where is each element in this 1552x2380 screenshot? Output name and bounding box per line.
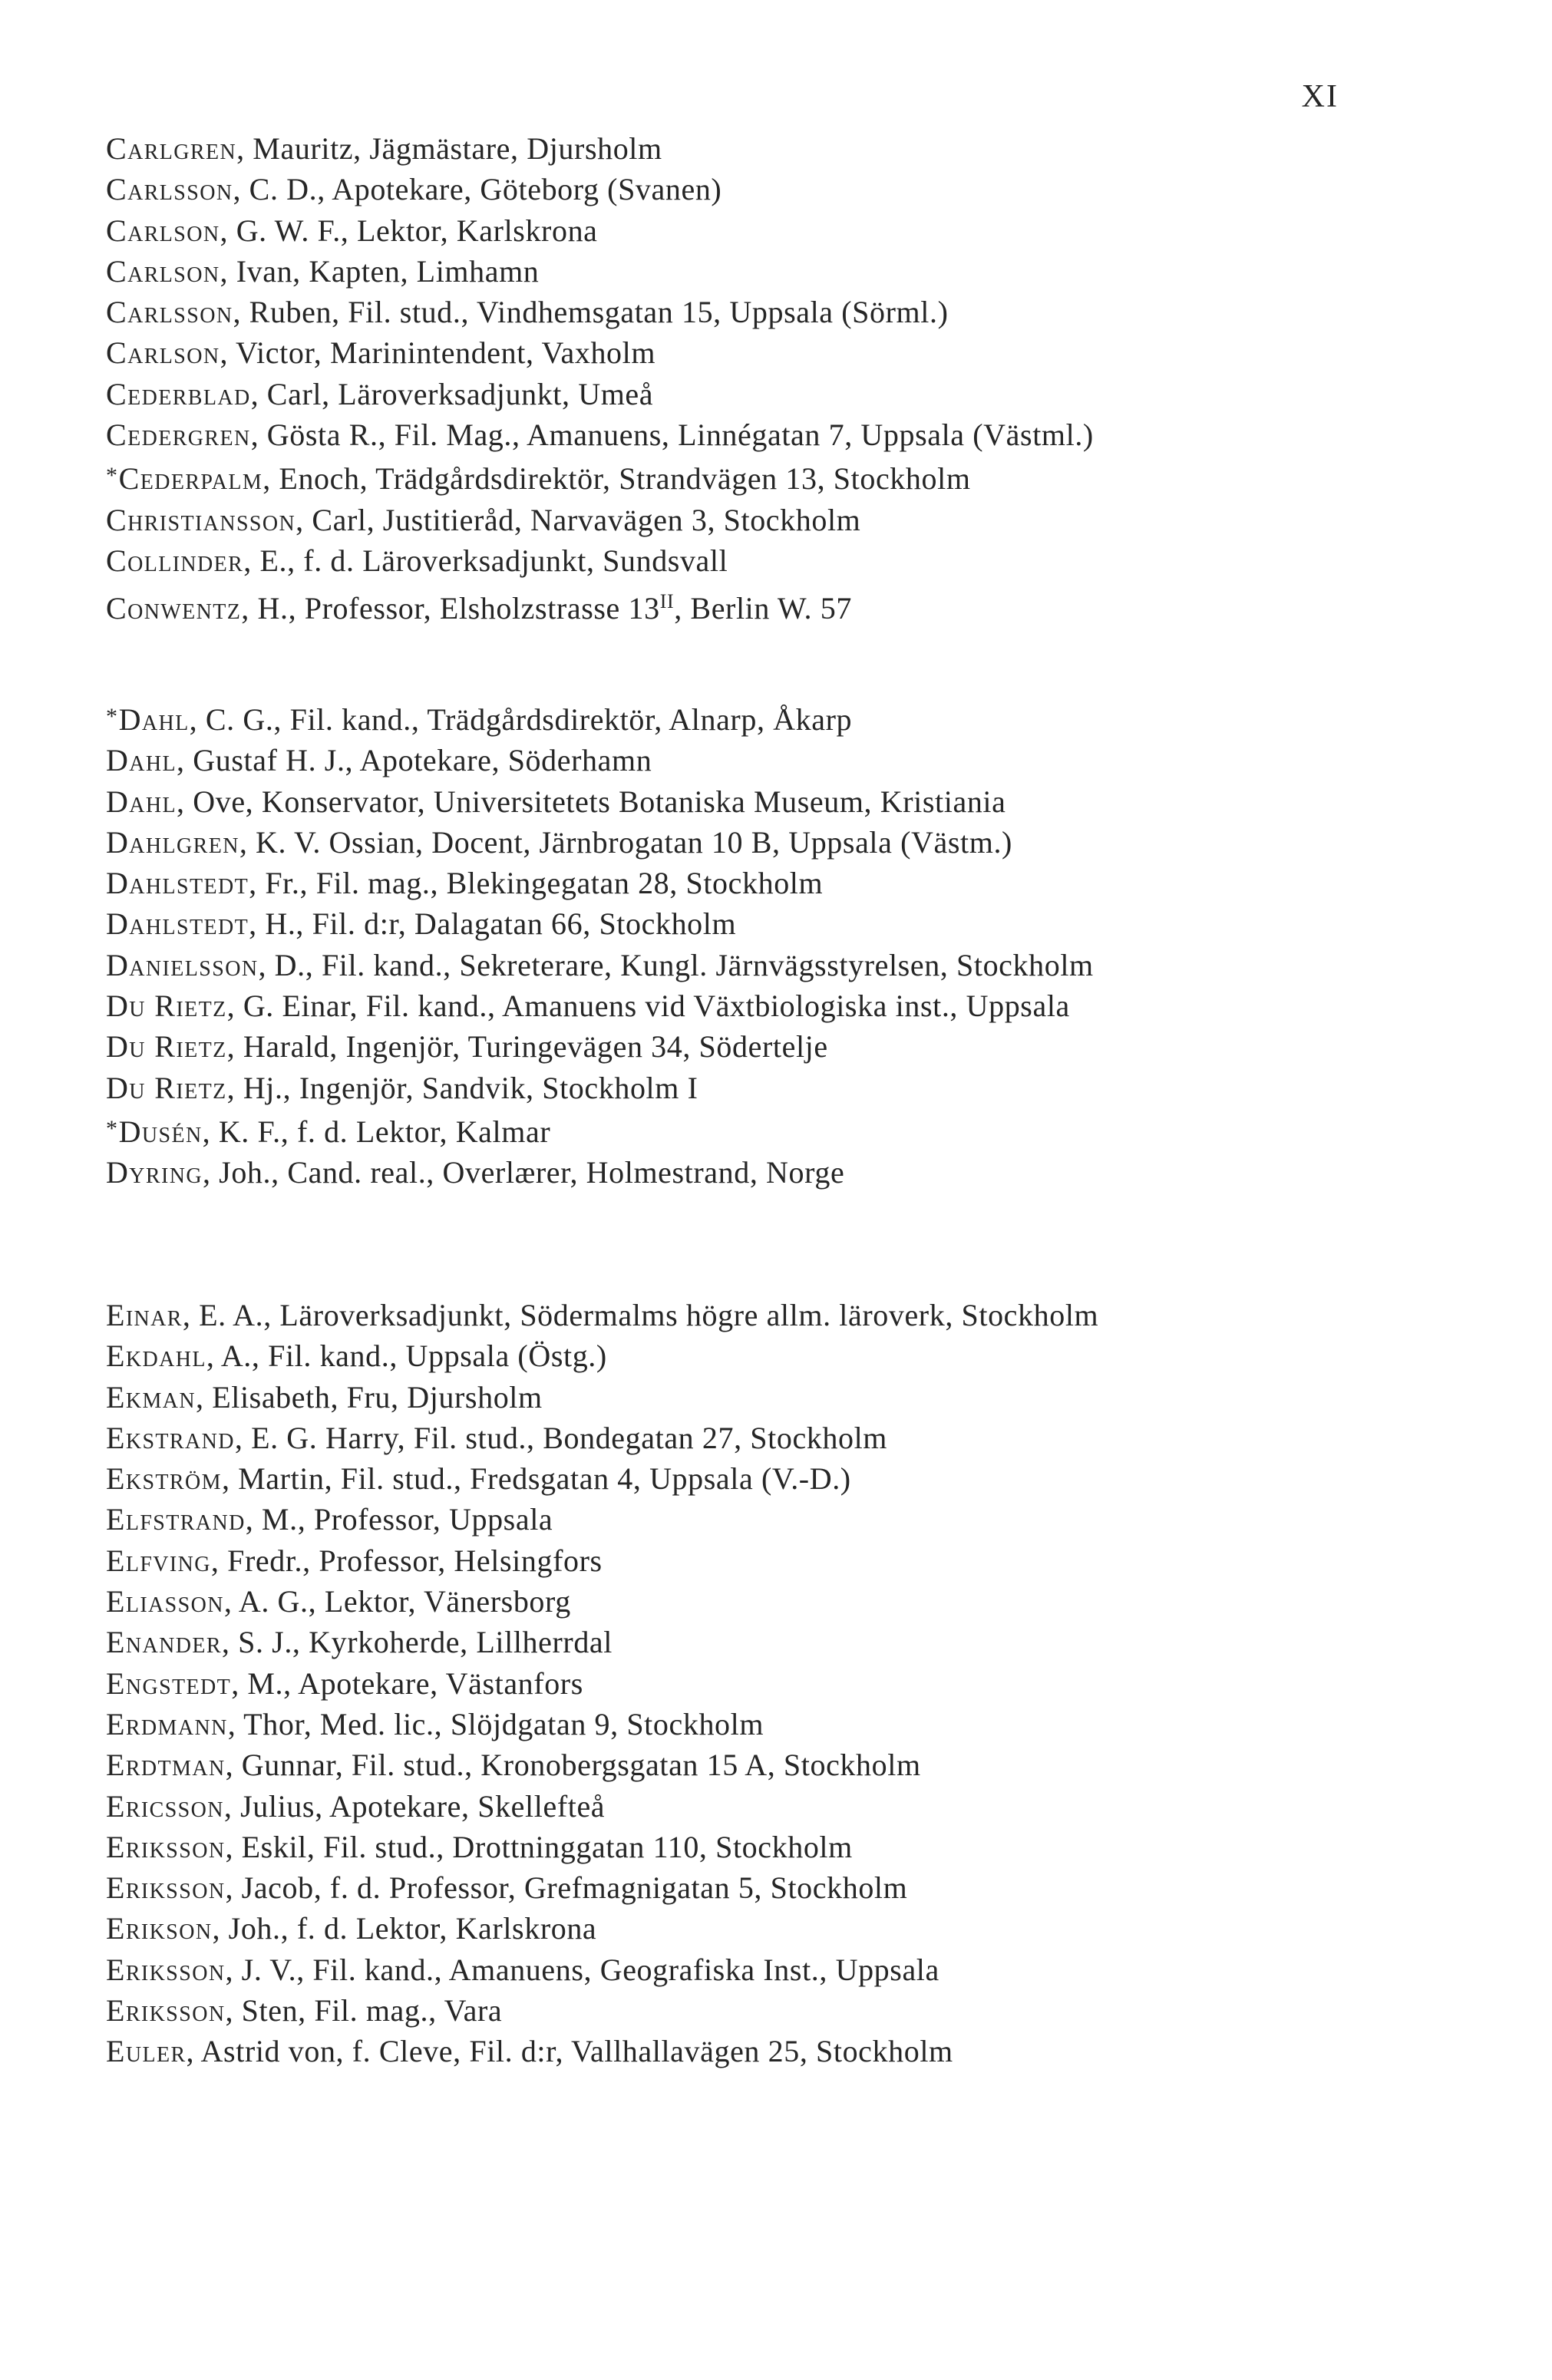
member-entry [106,945,1349,985]
member-entry [106,1026,1349,1067]
entry-details: , E., f. d. Läroverksadjunkt, Sundsvall [243,543,728,578]
member-entry [106,696,1349,740]
entry-details: , A. G., Lektor, Vänersborg [223,1584,571,1619]
entry-surname: Dahl [106,743,177,778]
entry-details: , Ruben, Fil. stud., Vindhemsgatan 15, Uppsala (Sörml.) [233,295,949,330]
entry-details: , Carl, Justitieråd, Narvavägen 3, Stockholm [296,502,861,537]
entry-surname: Cedergren [106,418,251,453]
member-entry [106,1867,1349,1908]
member-entry [106,414,1349,455]
entry-details: , Carl, Läroverksadjunkt, Umeå [250,376,654,411]
entry-details: , H., Professor, Elsholzstrasse 13 [241,591,660,626]
member-entry [106,1990,1349,2031]
entry-details-continued: , Berlin W. 57 [674,591,852,626]
member-entry [106,985,1349,1026]
section-c-entries [106,128,1349,629]
member-entry [106,500,1349,540]
entry-details: , Harald, Ingenjör, Turingevägen 34, Södertelje [226,1029,828,1065]
entry-surname: Eriksson [106,1870,226,1906]
entry-details: , Astrid von, f. Cleve, Fil. d:r, Vallhallavägen 25, Stockholm [186,2034,953,2069]
member-entry [106,1786,1349,1827]
entry-surname: Cederblad [106,376,251,411]
entry-surname: Carlgren [106,131,237,166]
entry-surname: Euler [106,2034,187,2069]
entry-surname: Dahlstedt [106,906,249,942]
member-entry [106,1663,1349,1704]
member-entry [106,2031,1349,2071]
member-entry [106,1622,1349,1662]
entry-surname: Conwentz [106,591,242,626]
entry-details: , Julius, Apotekare, Skellefteå [223,1788,606,1824]
entry-surname: Dahlgren [106,824,239,860]
entry-details: , Enoch, Trädgårdsdirektör, Strandvägen 13, Stockholm [263,461,971,497]
entry-surname: Du Rietz [106,1070,227,1105]
entry-details: , S. J., Kyrkoherde, Lillherrdal [221,1625,613,1660]
member-entry [106,1704,1349,1745]
entry-surname: Carlson [106,253,220,289]
entry-surname: Cederpalm [118,461,263,497]
section-e-entries [106,1295,1349,2072]
entry-surname: Christiansson [106,502,296,537]
member-entry [106,903,1349,944]
entry-surname: Du Rietz [106,1029,227,1065]
entry-details: , C. D., Apotekare, Göteborg (Svanen) [233,172,722,207]
entry-surname: Erdtman [106,1748,226,1783]
entry-surname: Ekdahl [106,1339,206,1374]
member-entry [106,1499,1349,1540]
entry-superscript: II [659,590,675,613]
entry-details: , Ove, Konservator, Universitetets Botaniska Museum, Kristiania [177,784,1006,819]
member-entry [106,455,1349,499]
entry-surname: Eriksson [106,1993,226,2028]
entry-details: , Jacob, f. d. Professor, Grefmagnigatan 5, Stockholm [225,1870,908,1906]
member-entry [106,1418,1349,1458]
member-entry [106,781,1349,822]
entry-surname: Du Rietz [106,989,227,1024]
member-entry [106,332,1349,373]
entry-marker: * [106,1115,118,1141]
entry-details: , Hj., Ingenjör, Sandvik, Stockholm I [226,1070,698,1105]
entry-surname: Collinder [106,543,244,578]
member-entry [106,1908,1349,1949]
member-entry [106,251,1349,292]
member-entry [106,1295,1349,1335]
entry-surname: Carlsson [106,172,233,207]
member-entry [106,1152,1349,1193]
page-number: XI [1301,79,1339,114]
entry-surname: Engstedt [106,1665,232,1701]
entry-details: , Fr., Fil. mag., Blekingegatan 28, Stockholm [249,866,824,901]
entry-details: , Thor, Med. lic., Slöjdgatan 9, Stockholm [227,1706,764,1741]
entry-details: , G. W. F., Lektor, Karlskrona [220,213,598,248]
member-entry [106,1745,1349,1785]
entry-surname: Dyring [106,1155,203,1190]
member-entry [106,863,1349,903]
entry-details: , Joh., f. d. Lektor, Karlskrona [212,1911,597,1946]
entry-surname: Elfstrand [106,1502,246,1537]
entry-details: , Mauritz, Jägmästare, Djursholm [236,131,662,166]
entry-surname: Erdmann [106,1706,228,1741]
entry-surname: Dusén [118,1114,203,1149]
member-entry [106,1540,1349,1581]
entry-details: , Joh., Cand. real., Overlærer, Holmestrand, Norge [202,1155,845,1190]
entry-details: , Elisabeth, Fru, Djursholm [196,1379,543,1414]
entry-surname: Ekman [106,1379,196,1414]
entry-details: , K. V. Ossian, Docent, Järnbrogatan 10 B, Uppsala (Västm.) [239,824,1012,860]
entry-surname: Ericsson [106,1788,224,1824]
entry-details: , Martin, Fil. stud., Fredsgatan 4, Uppsala (V.-D.) [221,1461,851,1497]
entry-details: , Eskil, Fil. stud., Drottninggatan 110, Stockholm [225,1829,853,1864]
member-entry [106,292,1349,332]
entry-surname: Carlsson [106,295,233,330]
entry-details: , J. V., Fil. kand., Amanuens, Geografiska Inst., Uppsala [225,1952,939,1987]
entry-surname: Dahl [118,702,190,737]
entry-surname: Dahlstedt [106,866,249,901]
member-entry [106,374,1349,414]
member-entry [106,1335,1349,1376]
entry-surname: Enander [106,1625,222,1660]
entry-surname: Eliasson [106,1584,224,1619]
entry-details: , Gösta R., Fil. Mag., Amanuens, Linnégatan 7, Uppsala (Västml.) [250,418,1094,453]
entry-surname: Erikson [106,1911,213,1946]
member-entry [106,128,1349,169]
member-entry [106,540,1349,581]
member-entry [106,822,1349,863]
entry-surname: Carlson [106,335,220,371]
entry-details: , Fredr., Professor, Helsingfors [210,1543,603,1578]
entry-surname: Danielsson [106,947,259,982]
entry-surname: Carlson [106,213,220,248]
entry-surname: Eriksson [106,1829,226,1864]
entry-surname: Eriksson [106,1952,226,1987]
member-entry [106,740,1349,781]
entry-surname: Einar [106,1298,183,1332]
member-entry [106,1949,1349,1990]
member-entry [106,210,1349,251]
entry-details: , E. G. Harry, Fil. stud., Bondegatan 27, Stockholm [234,1420,888,1455]
member-entry [106,1827,1349,1867]
entry-details: , C. G., Fil. kand., Trädgårdsdirektör, Alnarp, Åkarp [189,702,853,737]
member-entry [106,1377,1349,1418]
member-entry [106,1458,1349,1499]
entry-details: , Gustaf H. J., Apotekare, Söderhamn [177,743,652,778]
entry-details: , G. Einar, Fil. kand., Amanuens vid Växtbiologiska inst., Uppsala [226,989,1070,1024]
entry-details: , Sten, Fil. mag., Vara [225,1993,503,2028]
entry-surname: Dahl [106,784,177,819]
section-d-entries [106,696,1349,1193]
entry-details: , H., Fil. d:r, Dalagatan 66, Stockholm [249,906,737,942]
member-entry [106,1108,1349,1152]
entry-marker: * [106,704,118,729]
entry-details: , M., Apotekare, Västanfors [231,1665,583,1701]
entry-marker: * [106,463,118,489]
member-entry [106,169,1349,210]
entry-details: , M., Professor, Uppsala [245,1502,553,1537]
entry-details: , E. A., Läroverksadjunkt, Södermalms högre allm. läroverk, Stockholm [182,1298,1099,1332]
entry-details: , A., Fil. kand., Uppsala (Östg.) [206,1339,607,1374]
entry-surname: Elfving [106,1543,211,1578]
entry-details: , Gunnar, Fil. stud., Kronobergsgatan 15 A, Stockholm [225,1748,921,1783]
entry-surname: Ekström [106,1461,222,1497]
entry-surname: Ekstrand [106,1420,235,1455]
member-entry [106,1068,1349,1108]
entry-details: , Ivan, Kapten, Limhamn [220,253,540,289]
entry-details: , K. F., f. d. Lektor, Kalmar [202,1114,551,1149]
entry-details: , D., Fil. kand., Sekreterare, Kungl. Järnvägsstyrelsen, Stockholm [258,947,1094,982]
entry-details: , Victor, Marinintendent, Vaxholm [220,335,656,371]
member-entry [106,581,1349,629]
member-entry [106,1581,1349,1622]
